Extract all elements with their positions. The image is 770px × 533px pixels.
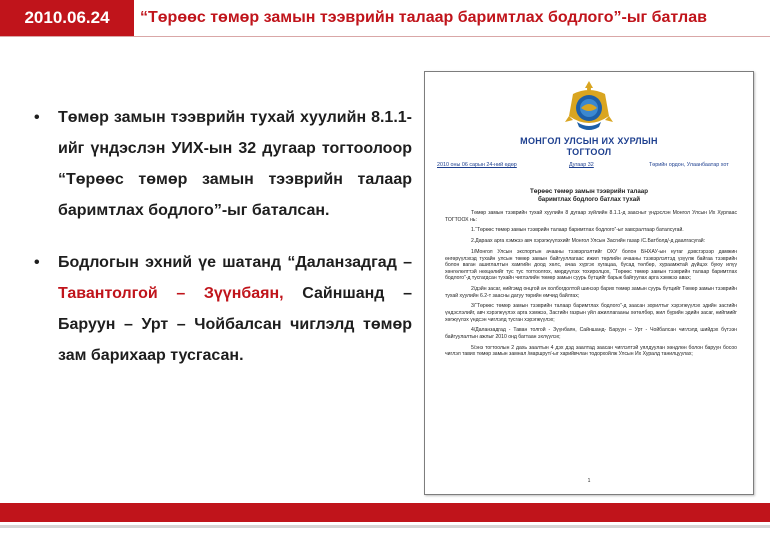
document-title bbox=[425, 188, 753, 204]
document-type: ТОГТООЛ bbox=[566, 147, 612, 157]
bullet-item-2 bbox=[34, 247, 412, 371]
resolution-document bbox=[424, 71, 754, 495]
document-paragraph: 5/энэ тогтоолын 2 дахь заалтын 4 дэх дэд заалтад заасан чиглэлтэй уялдуулан хөндлөн болон баруун босоо чиглэл тавих төмөр замын замнал /маршрут/-ыг харийвчлан тодорхойлж Улсын Их Хуралд танилцуулах; bbox=[445, 344, 737, 358]
document-paragraph: 1.“Төрөөс төмөр замын тээврийн талаар баримтлах бодлого”-ыг хавсралтаар баталсугай. bbox=[471, 227, 684, 234]
document-paragraph: 2/дэйн засаг, нийгэмд онцгой ач холбогдолтой шинээр барих төмөр замын суурь бүтцийг Төмөр замын тээврийн тухай хуулийн 6.2-т заасны дагуу төрийн өмчид байлгах; bbox=[445, 286, 737, 299]
document-date: 2010 оны 06 сарын 24-ний өдөр bbox=[437, 162, 517, 168]
document-title-line2: баримтлах бодлого батлах тухай bbox=[537, 196, 641, 203]
document-body bbox=[445, 210, 737, 362]
date-badge bbox=[0, 0, 134, 36]
document-place: Төрийн ордон, Улаанбаатар хот bbox=[649, 162, 729, 168]
bullet-marker: • bbox=[34, 109, 40, 126]
slide-title: “Төрөөс төмөр замын тээврийн талаар баримтлах бодлого”-ыг батлав bbox=[140, 9, 707, 26]
bullet-list bbox=[34, 102, 412, 371]
document-paragraph: 3/“Төрөөс төмөр замын тээврийн талаар баримтлах бодлого”-д заасан зорилтыг хэрэгжүүлэх эдийн засгийн үндэслэлийг, авч хэрэгжүүлэх арга хэмжээ, Засгийн газрын үйл ажиллагааны хөтөлбөр, жил бүрийн эдийн засаг, нийгмийг хөгжүүлэх үндсэн чиглэлд тусган хэрэгжүүлэх; bbox=[445, 303, 737, 323]
bullet-highlight: Тавантолгой – Зүүнбаян, bbox=[58, 285, 284, 302]
bullet-item-1 bbox=[34, 102, 412, 226]
bullet-text-2-end: Сайншанд – Баруун – Урт – Чойбалсан чиглэлд төмөр зам барихаар тусгасан. bbox=[58, 285, 412, 364]
document-paragraph: 2.Дараах арга хэмжээ авч хэрэгжүүлэхийг Монгол Улсын Засгийн газар /С.Батболд/-д даалгасугай: bbox=[471, 238, 706, 245]
bullet-text-2-start: Бодлогын эхний үе шатанд “Даланзадгад – bbox=[58, 254, 412, 271]
page-number: 1 bbox=[587, 478, 591, 484]
document-paragraph: 4/Даланзадгад - Таван толгой - Зүүнбаян, Сайншанд- Баруун – Урт - Чойбалсан чиглэлд шийдэх бүтээн байгуулалтын ажлыг 2010 онд багтаан эхлүүлэх; bbox=[445, 327, 737, 341]
bullet-marker: • bbox=[34, 254, 40, 271]
document-paragraph: 1/Монгол Улсын экспортын ачааны тээвэрлэлтийг ОХУ болон БНХАУ-ын нутаг дэвсгэрээр дамжин өнгөрүүлэхэд тухайн улсын төмөр замын байгууллагаас ижил төрлийн ачааны тээвэрлэлтэд үзүүлж байгаа тээврийн болон ваган ашиглалтын хамгийн доод хөлс, ачаа хүргэх хугацаа, бусад төлбөр, хураамжтай дүйцэх буюу илүү хөнгөлөлттэй нөхцөлийг тус тус тогтоолгох, мөрдүүлэх тохиролцох, “Төрөөс төмөр замын тээврийн талаар баримтлах бодлого”-д тусгагдсан тухайн чиглэлийн төмөр замын суурь бүтцийг барьж байгуулах арга хэмжээ авах; bbox=[445, 248, 737, 282]
footer-bar bbox=[0, 503, 770, 522]
document-org: МОНГОЛ УЛСЫН ИХ ХУРЛЫН bbox=[520, 136, 658, 146]
footer-line bbox=[0, 525, 770, 528]
document-number: Дугаар 32 bbox=[569, 162, 594, 168]
mongolia-state-emblem-icon bbox=[563, 78, 615, 134]
document-paragraph: Төмөр замын тээврийн тухай хуулийн 8 дугаар зүйлийн 8.1.1-д заасныг үндэслэн Монгол Улсын Их Хурлаас ТОГТООХ нь: bbox=[445, 210, 737, 223]
header-divider bbox=[0, 36, 770, 37]
date-text: 2010.06.24 bbox=[24, 8, 110, 27]
slide-header bbox=[0, 0, 770, 36]
document-title-line1: Төрөөс төмөр замын тээврийн талаар bbox=[529, 188, 649, 195]
bullet-text-1: Төмөр замын тээврийн тухай хуулийн 8.1.1-ийг үндэслэн УИХ-ын 32 дугаар тогтоолоор “Төрөөс төмөр замын тээврийн талаар баримтлах бодлого”-ыг баталсан. bbox=[58, 109, 412, 219]
